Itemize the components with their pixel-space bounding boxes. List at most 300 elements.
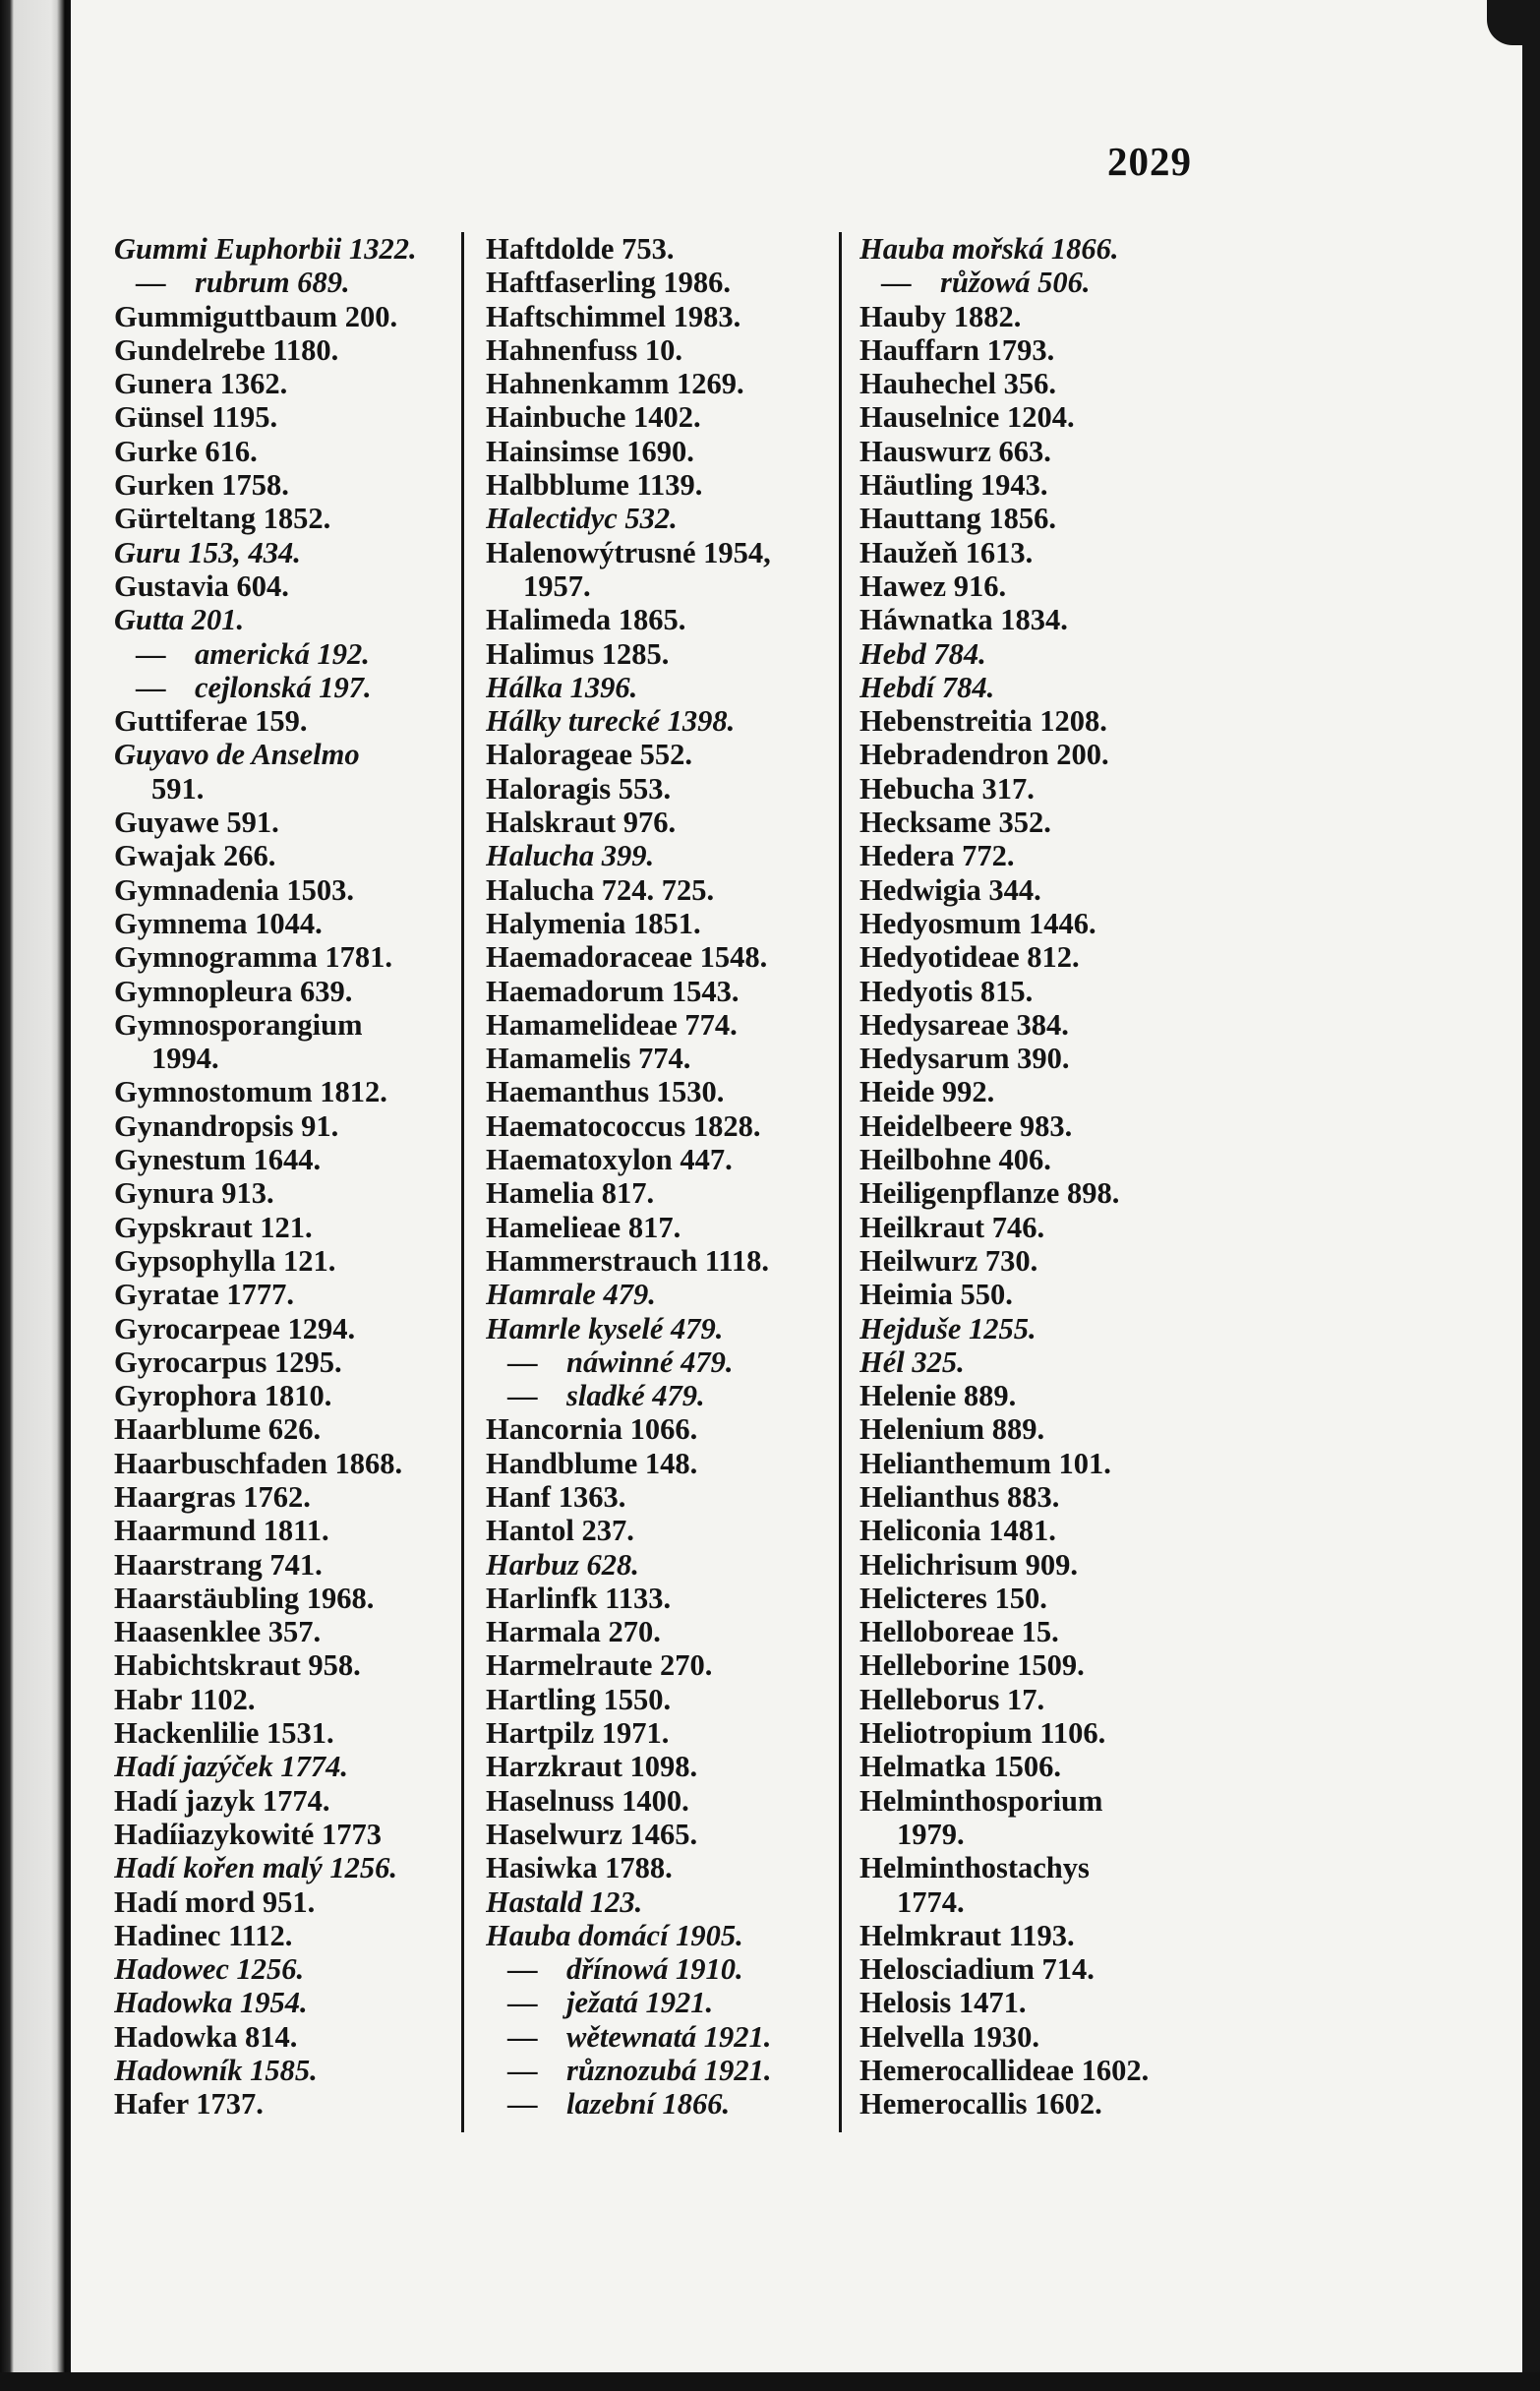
entry-text: Hamelia 817.: [486, 1176, 655, 1211]
index-entry: [859, 907, 1214, 940]
entry-text: Hálka 1396.: [486, 670, 638, 704]
entry-text: Hamrale 479.: [486, 1278, 656, 1312]
index-entry: [114, 1244, 454, 1278]
entry-text: Gypsophylla 121.: [114, 1243, 336, 1278]
index-entry: [859, 2087, 1214, 2121]
index-entry: [114, 2054, 454, 2087]
index-entry: [486, 536, 842, 569]
entry-text: ježatá 1921.: [566, 1986, 714, 2020]
entry-text: Hackenlilie 1531.: [114, 1716, 334, 1751]
entry-text: Hadowka 814.: [114, 2019, 298, 2054]
entry-text: Gymnopleura 639.: [114, 974, 353, 1008]
entry-text: Gunera 1362.: [114, 367, 288, 401]
index-entry: [114, 671, 454, 704]
entry-text: Hejduše 1255.: [859, 1311, 1037, 1345]
index-column-2: [486, 232, 842, 2122]
index-entry: [486, 975, 842, 1008]
index-entry: [859, 1851, 1214, 1884]
index-entry: [486, 1211, 842, 1244]
index-column-3: [859, 232, 1214, 2122]
entry-text: Haemadoraceae 1548.: [486, 940, 768, 975]
entry-text: Halimeda 1865.: [486, 603, 686, 637]
index-entry: [859, 738, 1214, 771]
index-entry: [114, 1548, 454, 1582]
index-entry: [486, 772, 842, 806]
index-entry: [486, 1648, 842, 1682]
index-entry: [486, 637, 842, 671]
entry-text: Heilwurz 730.: [859, 1243, 1038, 1278]
entry-text: Hartling 1550.: [486, 1682, 672, 1716]
index-entry: [114, 468, 454, 502]
index-entry: [859, 1412, 1214, 1446]
entry-text: Hauby 1882.: [859, 299, 1022, 333]
entry-text: Halskraut 976.: [486, 806, 677, 840]
entry-text: Hainsimse 1690.: [486, 434, 694, 468]
index-entry: [859, 2020, 1214, 2054]
entry-text: 591.: [151, 771, 205, 806]
index-entry: [486, 603, 842, 636]
entry-text: Gyrophora 1810.: [114, 1379, 332, 1413]
index-entry: [114, 1143, 454, 1176]
entry-text: Helminthosporium: [859, 1783, 1103, 1818]
index-entry: [114, 1109, 454, 1143]
index-entry: [859, 435, 1214, 468]
entry-text: Helmkraut 1193.: [859, 1918, 1075, 1952]
entry-text: Halymenia 1851.: [486, 906, 701, 940]
index-entry: [114, 1345, 454, 1379]
index-entry: [859, 671, 1214, 704]
entry-text: Hanf 1363.: [486, 1479, 626, 1514]
entry-text: Hedyosmum 1446.: [859, 906, 1096, 940]
entry-text: Hainbuche 1402.: [486, 400, 701, 435]
entry-text: Hadowec 1256.: [114, 1952, 305, 1987]
entry-text: Gurken 1758.: [114, 468, 289, 503]
index-entry: [859, 1615, 1214, 1648]
index-entry: [114, 1716, 454, 1750]
index-entry: [114, 1885, 454, 1919]
index-entry: [114, 738, 454, 771]
index-entry: [486, 1952, 842, 1986]
entry-text: Heliconia 1481.: [859, 1514, 1056, 1548]
entry-text: Halimus 1285.: [486, 636, 670, 671]
index-entry: [859, 1109, 1214, 1143]
index-entry: [114, 1648, 454, 1682]
index-entry: [859, 1986, 1214, 2019]
index-entry: [486, 907, 842, 940]
entry-text: Haemanthus 1530.: [486, 1075, 725, 1109]
index-entry: [114, 1176, 454, 1210]
entry-text: Gummiguttbaum 200.: [114, 299, 398, 333]
index-entry: [114, 603, 454, 636]
index-entry: [859, 603, 1214, 636]
index-entry: [114, 300, 454, 333]
entry-text: Halenowýtrusné 1954,: [486, 535, 771, 569]
index-entry: [859, 502, 1214, 535]
entry-text: Helicteres 150.: [859, 1581, 1047, 1615]
index-entry: [486, 1885, 842, 1919]
entry-text: Gyratae 1777.: [114, 1278, 294, 1312]
entry-text: wětewnatá 1921.: [566, 2019, 772, 2054]
index-entry: [859, 1143, 1214, 1176]
entry-text: Hebradendron 200.: [859, 738, 1109, 772]
entry-text: Häutling 1943.: [859, 468, 1048, 503]
entry-text: Hauselnice 1204.: [859, 400, 1075, 435]
index-entry: [114, 1818, 454, 1851]
entry-text: Hadowka 1954.: [114, 1986, 308, 2020]
entry-text: Heilkraut 746.: [859, 1210, 1045, 1244]
index-entry: [486, 2087, 842, 2121]
index-entry: [859, 333, 1214, 367]
entry-text: Gummi Euphorbii 1322.: [114, 232, 417, 266]
index-entry: [486, 1716, 842, 1750]
entry-text: Háwnatka 1834.: [859, 603, 1068, 637]
entry-text: Hebdí 784.: [859, 670, 995, 704]
entry-text: Hedysareae 384.: [859, 1007, 1069, 1042]
index-entry: [859, 1716, 1214, 1750]
index-entry: [114, 1919, 454, 1952]
entry-text: Hebucha 317.: [859, 771, 1035, 806]
entry-text: Hemerocallis 1602.: [859, 2087, 1102, 2122]
index-entry: [486, 1244, 842, 1278]
index-entry: [114, 1008, 454, 1042]
entry-text: cejlonská 197.: [195, 670, 372, 704]
index-entry: [114, 1447, 454, 1480]
index-entry: [859, 569, 1214, 603]
entry-text: Haftdolde 753.: [486, 232, 675, 266]
index-entry: [859, 1548, 1214, 1582]
entry-text: Gurke 616.: [114, 434, 258, 468]
index-entry: [114, 1784, 454, 1818]
index-entry: [114, 772, 454, 806]
index-entry: [114, 1986, 454, 2019]
entry-text: 1774.: [897, 1884, 965, 1919]
entry-text: Heliotropium 1106.: [859, 1716, 1106, 1751]
entry-text: Helianthus 883.: [859, 1479, 1060, 1514]
entry-text: Gynandropsis 91.: [114, 1108, 339, 1143]
index-entry: [486, 1345, 842, 1379]
index-entry: [114, 1480, 454, 1514]
entry-text: Harmala 270.: [486, 1615, 661, 1649]
entry-text: Guyavo de Anselmo: [114, 738, 360, 772]
entry-text: Handblume 148.: [486, 1446, 698, 1480]
entry-text: Günsel 1195.: [114, 400, 278, 435]
index-entry: [114, 367, 454, 400]
index-entry: [114, 536, 454, 569]
index-entry: [859, 1244, 1214, 1278]
index-entry: [859, 1480, 1214, 1514]
index-entry: [486, 1784, 842, 1818]
entry-text: Haloragis 553.: [486, 771, 672, 806]
entry-text: lazební 1866.: [566, 2087, 731, 2122]
index-entry: [114, 940, 454, 974]
entry-text: Halorageae 552.: [486, 738, 693, 772]
entry-text: Hadí kořen malý 1256.: [114, 1851, 398, 1885]
index-entry: [114, 1750, 454, 1783]
index-entry: [859, 1176, 1214, 1210]
entry-text: Helvella 1930.: [859, 2019, 1039, 2054]
entry-text: Gynestum 1644.: [114, 1143, 322, 1177]
index-entry: [114, 2020, 454, 2054]
entry-text: Helosis 1471.: [859, 1986, 1027, 2020]
index-entry: [114, 1042, 454, 1075]
index-entry: [486, 1480, 842, 1514]
index-entry: [486, 1615, 842, 1648]
index-entry: [486, 1447, 842, 1480]
index-entry: [859, 1075, 1214, 1108]
index-entry: [486, 1818, 842, 1851]
index-entry: [486, 1379, 842, 1412]
entry-text: Helmatka 1506.: [859, 1750, 1062, 1784]
entry-text: různozubá 1921.: [566, 2054, 772, 2088]
entry-text: Harlinfk 1133.: [486, 1581, 672, 1615]
entry-text: Gutta 201.: [114, 603, 245, 637]
entry-text: Hasiwka 1788.: [486, 1851, 673, 1885]
entry-text: Halucha 399.: [486, 839, 655, 873]
entry-text: Gymnema 1044.: [114, 906, 323, 940]
index-entry: [859, 806, 1214, 839]
index-entry: [859, 1582, 1214, 1615]
entry-text: Heidelbeere 983.: [859, 1108, 1073, 1143]
index-entry: [486, 367, 842, 400]
index-entry: [486, 806, 842, 839]
entry-text: Hantol 237.: [486, 1514, 634, 1548]
entry-text: 1994.: [151, 1042, 219, 1076]
entry-text: Habr 1102.: [114, 1682, 256, 1716]
entry-text: Harmelraute 270.: [486, 1648, 713, 1683]
index-entry: [859, 704, 1214, 738]
entry-text: Helenium 889.: [859, 1412, 1045, 1447]
index-entry: [486, 1042, 842, 1075]
index-entry: [486, 940, 842, 974]
index-entry: [486, 333, 842, 367]
entry-text: náwinné 479.: [566, 1345, 734, 1379]
index-entry: [859, 839, 1214, 872]
entry-text: rubrum 689.: [195, 266, 350, 300]
entry-text: Gustavia 604.: [114, 568, 289, 603]
index-entry: [486, 232, 842, 266]
entry-text: Guttiferae 159.: [114, 704, 308, 739]
index-entry: [114, 2087, 454, 2121]
entry-text: Haftschimmel 1983.: [486, 299, 741, 333]
entry-text: Hemerocallideae 1602.: [859, 2054, 1150, 2088]
index-entry: [114, 1075, 454, 1108]
index-entry: [859, 1008, 1214, 1042]
index-entry: [859, 232, 1214, 266]
entry-text: Helichrisum 909.: [859, 1547, 1078, 1582]
index-entry: [114, 1211, 454, 1244]
index-entry: [114, 1379, 454, 1412]
index-entry: [859, 772, 1214, 806]
entry-text: Hauffarn 1793.: [859, 332, 1055, 367]
page-number: 2029: [1107, 139, 1192, 184]
index-entry: [859, 975, 1214, 1008]
entry-text: Haemadorum 1543.: [486, 974, 740, 1008]
entry-text: 1979.: [897, 1817, 965, 1851]
column-rule-left: [461, 232, 464, 2132]
entry-text: Hedyotis 815.: [859, 974, 1034, 1008]
entry-text: Hauhechel 356.: [859, 367, 1056, 401]
scan-corner: [1487, 0, 1540, 45]
index-entry: [114, 1615, 454, 1648]
entry-text: Gyrocarpeae 1294.: [114, 1311, 356, 1345]
entry-text: Heide 992.: [859, 1075, 995, 1109]
entry-text: Hauba domácí 1905.: [486, 1918, 743, 1952]
entry-text: Hamamelis 774.: [486, 1042, 691, 1076]
index-entry: [486, 400, 842, 434]
index-entry: [114, 502, 454, 535]
index-entry: [114, 1952, 454, 1986]
index-entry: [859, 940, 1214, 974]
entry-text: Gynura 913.: [114, 1176, 274, 1211]
index-entry: [486, 1176, 842, 1210]
index-entry: [114, 435, 454, 468]
index-entry: [114, 704, 454, 738]
entry-text: Hedysarum 390.: [859, 1042, 1070, 1076]
entry-text: Gymnostomum 1812.: [114, 1075, 387, 1109]
index-entry: [486, 1312, 842, 1345]
entry-text: Helleborus 17.: [859, 1682, 1045, 1716]
entry-text: Haarbuschfaden 1868.: [114, 1446, 403, 1480]
entry-text: Heimia 550.: [859, 1278, 1013, 1312]
index-entry: [859, 1750, 1214, 1783]
index-entry: [486, 300, 842, 333]
entry-text: Hauswurz 663.: [859, 434, 1051, 468]
index-entry: [859, 873, 1214, 907]
entry-text: Hadowník 1585.: [114, 2054, 318, 2088]
index-entry: [859, 266, 1214, 299]
index-entry: [486, 1919, 842, 1952]
index-entry: [859, 1312, 1214, 1345]
index-entry: [859, 468, 1214, 502]
entry-text: Heilbohne 406.: [859, 1143, 1051, 1177]
entry-text: Haarmund 1811.: [114, 1514, 329, 1548]
index-entry: [486, 435, 842, 468]
entry-text: Hebenstreitia 1208.: [859, 704, 1107, 739]
index-entry: [486, 502, 842, 535]
index-entry: [114, 1851, 454, 1884]
entry-text: dřínowá 1910.: [566, 1952, 743, 1987]
index-entry: [486, 1075, 842, 1108]
entry-text: americká 192.: [195, 636, 370, 671]
index-entry: [114, 839, 454, 872]
entry-text: Haftfaserling 1986.: [486, 266, 732, 300]
index-entry: [859, 1447, 1214, 1480]
index-entry: [859, 536, 1214, 569]
index-entry: [486, 1986, 842, 2019]
entry-text: Helianthemum 101.: [859, 1446, 1111, 1480]
entry-text: Gürteltang 1852.: [114, 502, 331, 536]
index-entry: [114, 266, 454, 299]
entry-text: Guyawe 591.: [114, 806, 279, 840]
entry-text: Gypskraut 121.: [114, 1210, 313, 1244]
index-entry: [486, 1548, 842, 1582]
index-entry: [114, 873, 454, 907]
entry-text: Gymnadenia 1503.: [114, 872, 355, 907]
index-entry: [859, 1042, 1214, 1075]
entry-text: Haarstäubling 1968.: [114, 1581, 375, 1615]
entry-text: Hauba mořská 1866.: [859, 232, 1119, 266]
entry-text: Harzkraut 1098.: [486, 1750, 698, 1784]
index-entry: [859, 1818, 1214, 1851]
entry-text: Hadíiazykowité 1773: [114, 1817, 382, 1851]
index-entry: [114, 1683, 454, 1716]
index-entry: [859, 1952, 1214, 1986]
binding-edge: [0, 0, 71, 2391]
entry-text: Haužeň 1613.: [859, 535, 1034, 569]
index-entry: [859, 367, 1214, 400]
index-entry: [486, 1278, 842, 1311]
entry-text: Helenie 889.: [859, 1379, 1017, 1413]
index-entry: [859, 1278, 1214, 1311]
index-entry: [859, 1784, 1214, 1818]
entry-text: Haargras 1762.: [114, 1479, 311, 1514]
entry-text: Hamamelideae 774.: [486, 1007, 738, 1042]
index-entry: [486, 1008, 842, 1042]
entry-text: Halbblume 1139.: [486, 468, 703, 503]
index-entry: [859, 1514, 1214, 1547]
entry-text: Gymnogramma 1781.: [114, 940, 392, 975]
index-entry: [859, 637, 1214, 671]
entry-text: Haematococcus 1828.: [486, 1108, 761, 1143]
entry-text: Gwajak 266.: [114, 839, 276, 873]
entry-text: Hafer 1737.: [114, 2087, 264, 2122]
index-entry: [486, 839, 842, 872]
index-entry: [486, 468, 842, 502]
entry-text: Gymnosporangium: [114, 1007, 363, 1042]
entry-text: Gundelrebe 1180.: [114, 332, 339, 367]
index-entry: [114, 907, 454, 940]
scan-border-bottom: [0, 2372, 1540, 2391]
entry-text: Helloboreae 15.: [859, 1615, 1059, 1649]
entry-text: Hadí mord 951.: [114, 1884, 316, 1919]
entry-text: Hartpilz 1971.: [486, 1716, 670, 1751]
index-entry: [859, 1345, 1214, 1379]
index-entry: [859, 1379, 1214, 1412]
index-entry: [114, 232, 454, 266]
entry-text: Harbuz 628.: [486, 1547, 639, 1582]
index-entry: [486, 704, 842, 738]
entry-text: Habichtskraut 958.: [114, 1648, 361, 1683]
index-entry: [486, 671, 842, 704]
entry-text: Hadí jazyk 1774.: [114, 1783, 330, 1818]
index-entry: [486, 266, 842, 299]
entry-text: Helleborine 1509.: [859, 1648, 1085, 1683]
entry-text: Hedera 772.: [859, 839, 1015, 873]
index-entry: [114, 806, 454, 839]
index-entry: [486, 873, 842, 907]
entry-text: 1957.: [523, 568, 591, 603]
entry-text: Haasenklee 357.: [114, 1615, 322, 1649]
index-entry: [859, 1648, 1214, 1682]
entry-text: Hammerstrauch 1118.: [486, 1243, 770, 1278]
index-entry: [114, 569, 454, 603]
index-entry: [114, 333, 454, 367]
index-entry: [859, 2054, 1214, 2087]
index-entry: [486, 1514, 842, 1547]
entry-text: Hahnenkamm 1269.: [486, 367, 744, 401]
index-entry: [486, 1750, 842, 1783]
entry-text: Hedwigia 344.: [859, 872, 1041, 907]
entry-text: růžowá 506.: [940, 266, 1091, 300]
index-entry: [486, 1143, 842, 1176]
entry-text: Hedyotideae 812.: [859, 940, 1080, 975]
entry-text: Hecksame 352.: [859, 806, 1051, 840]
entry-text: Halucha 724. 725.: [486, 872, 715, 907]
index-entry: [859, 400, 1214, 434]
index-entry: [486, 738, 842, 771]
index-entry: [859, 300, 1214, 333]
index-entry: [114, 637, 454, 671]
